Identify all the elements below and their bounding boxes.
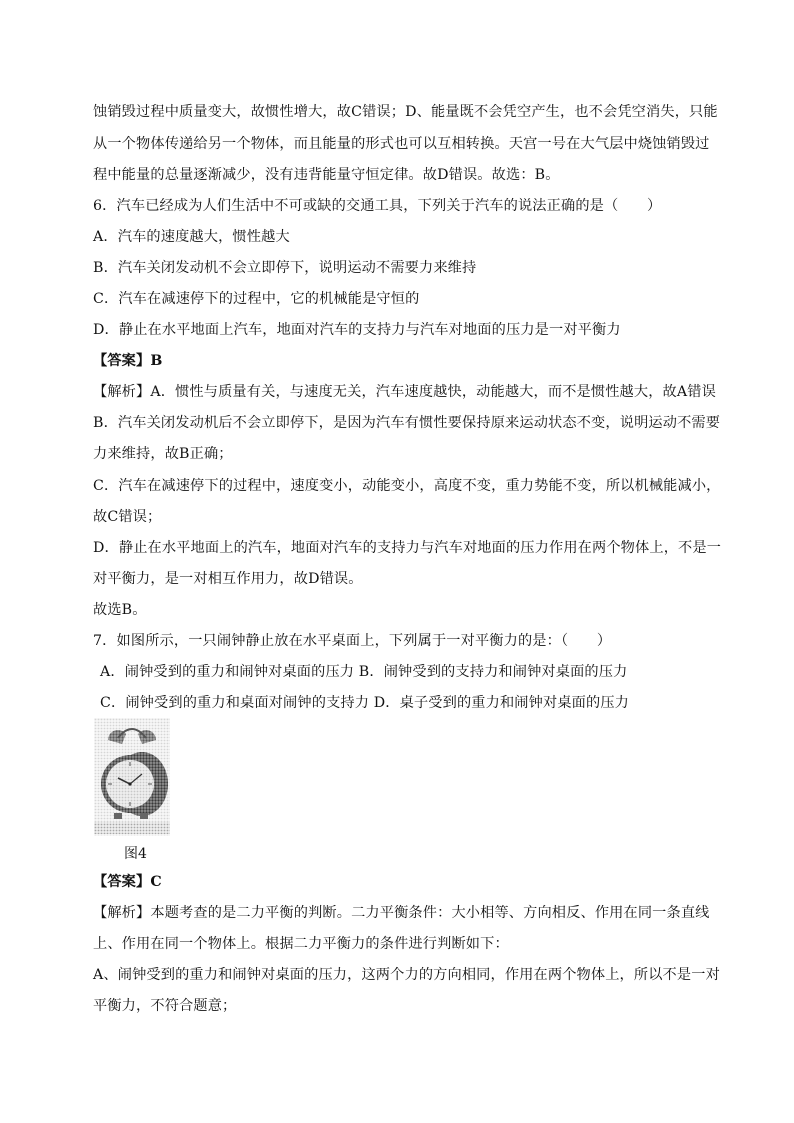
question-7-analysis-line: 【解析】本题考查的是二力平衡的判断。二力平衡条件：大小相等、方向相反、作用在同一条直线 — [93, 905, 710, 921]
question-6-option-d: D．静止在水平地面上汽车，地面对汽车的支持力与汽车对地面的压力是一对平衡力 — [93, 322, 621, 338]
question-6-stem: 6．汽车已经成为人们生活中不可或缺的交通工具，下列关于汽车的说法正确的是（ ） — [93, 198, 662, 214]
question-7-analysis-line: 上、作用在同一个物体上。根据二力平衡力的条件进行判断如下： — [93, 936, 509, 952]
figure-caption: 图4 — [124, 846, 147, 862]
question-7-options-cd: C．闹钟受到的重力和桌面对闹钟的支持力 D．桌子受到的重力和闹钟对桌面的压力 — [100, 695, 630, 711]
question-6-analysis-line: D．静止在水平地面上的汽车，地面对汽车的支持力与汽车对地面的压力作用在两个物体上，不是一 — [93, 540, 722, 556]
question-7-analysis-line: 平衡力，不符合题意； — [93, 998, 237, 1014]
question-7-stem: 7．如图所示，一只闹钟静止放在水平桌面上，下列属于一对平衡力的是：（ ） — [93, 633, 612, 649]
text-line: 从一个物体传递给另一个物体，而且能量的形式也可以互相转换。天宫一号在大气层中烧蚀销毁过 — [93, 136, 710, 152]
question-6-analysis-line: C．汽车在减速停下的过程中，速度变小，动能变小，高度不变，重力势能不变，所以机械能减小， — [93, 478, 721, 494]
question-6-option-c: C．汽车在减速停下的过程中，它的机械能是守恒的 — [93, 291, 420, 307]
question-7-answer: 【答案】C — [93, 874, 162, 890]
text-line: 程中能量的总量逐渐减少，没有违背能量守恒定律。故D错误。故选：B。 — [93, 167, 560, 183]
question-6-option-b: B．汽车关闭发动机不会立即停下，说明运动不需要力来维持 — [93, 260, 477, 276]
alarm-clock-figure — [94, 718, 170, 862]
question-6-analysis-line: 故C错误； — [93, 509, 162, 525]
question-6-analysis-line: B．汽车关闭发动机后不会立即停下，是因为汽车有惯性要保持原来运动状态不变，说明运动不需要 — [93, 415, 721, 431]
question-6-analysis-line: 力来维持，故B正确； — [93, 446, 233, 462]
text-line: 蚀销毁过程中质量变大，故惯性增大，故C错误；D、能量既不会凭空产生，也不会凭空消失，只能 — [93, 104, 718, 120]
question-6-answer: 【答案】B — [93, 353, 163, 369]
question-6-option-a: A．汽车的速度越大，惯性越大 — [93, 229, 290, 245]
question-6-conclusion: 故选B。 — [93, 602, 147, 618]
question-6-analysis-line: 【解析】A．惯性与质量有关，与速度无关，汽车速度越快，动能越大，而不是惯性越大，故A错误 — [93, 384, 716, 400]
question-7-options-ab: A．闹钟受到的重力和闹钟对桌面的压力 B．闹钟受到的支持力和闹钟对桌面的压力 — [100, 664, 628, 680]
question-7-analysis-line: A、闹钟受到的重力和闹钟对桌面的压力，这两个力的方向相同，作用在两个物体上，所以不是一对 — [93, 967, 720, 983]
question-6-analysis-line: 对平衡力，是一对相互作用力，故D错误。 — [93, 571, 363, 587]
